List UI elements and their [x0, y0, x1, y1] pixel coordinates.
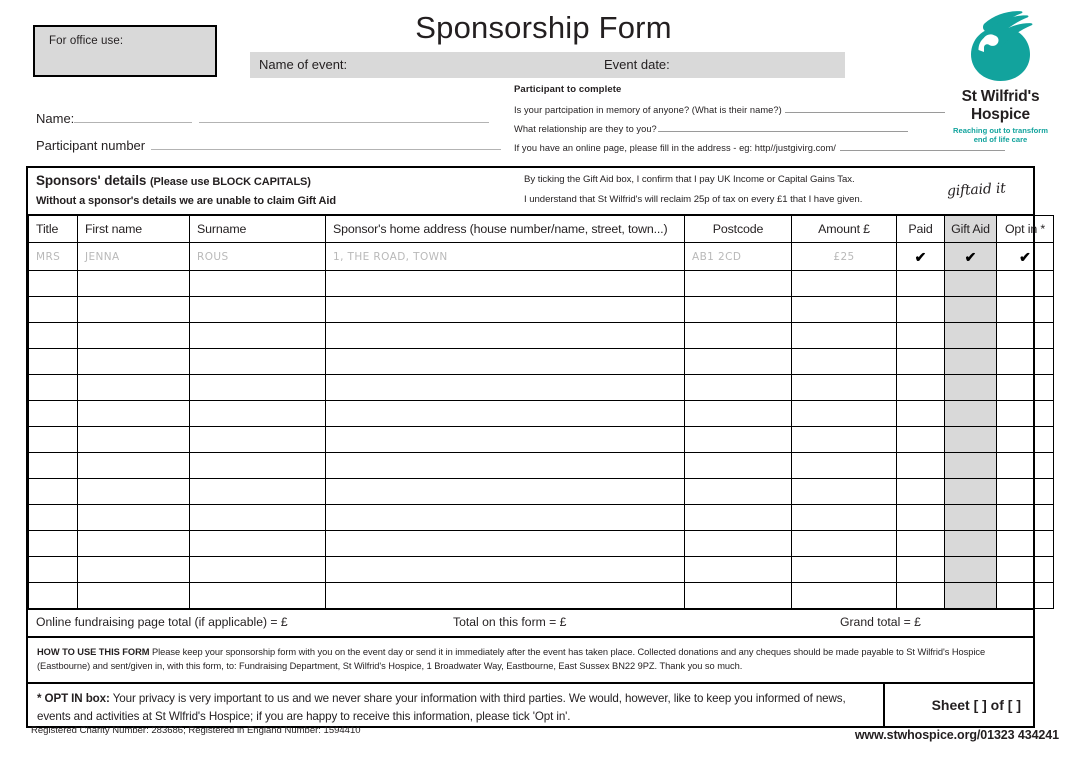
participant-number-label: Participant number [36, 138, 146, 153]
table-row[interactable] [29, 271, 1054, 297]
opt-in-text [37, 690, 867, 727]
sample-amount: £25 [833, 250, 855, 263]
hand-bird-logo-icon [938, 8, 1063, 82]
participant-number-input-line[interactable] [151, 137, 501, 150]
cell-opt-in[interactable] [997, 401, 1054, 427]
cell-opt-in[interactable] [997, 583, 1054, 609]
form-total-label[interactable]: Total on this form = £ [453, 615, 567, 629]
cell-first-name[interactable] [78, 349, 190, 375]
cell-gift-aid[interactable] [945, 271, 997, 297]
cell-paid[interactable] [897, 427, 945, 453]
cell-paid[interactable] [897, 479, 945, 505]
cell-amount[interactable] [792, 453, 897, 479]
cell-amount[interactable] [792, 401, 897, 427]
cell-amount[interactable] [792, 505, 897, 531]
cell-gift-aid[interactable] [945, 453, 997, 479]
page-title: Sponsorship Form [415, 10, 672, 45]
participant-heading: Participant to complete [514, 84, 622, 95]
table-row[interactable] [29, 323, 1054, 349]
giftaid-it-stamp [935, 171, 1017, 209]
cell-first-name[interactable] [78, 243, 190, 271]
cell-surname[interactable] [190, 583, 326, 609]
cell-amount[interactable] [792, 583, 897, 609]
cell-address[interactable] [326, 271, 685, 297]
cell-amount[interactable] [792, 479, 897, 505]
gift-aid-check-icon: ✔ [964, 248, 977, 265]
cell-postcode[interactable] [685, 323, 792, 349]
cell-opt-in[interactable] [997, 323, 1054, 349]
table-row[interactable] [29, 297, 1054, 323]
cell-address[interactable] [326, 297, 685, 323]
participant-section [514, 84, 944, 160]
cell-amount[interactable] [792, 271, 897, 297]
column-header-title: Title [29, 216, 78, 243]
sponsors-title-text: Sponsors' details [36, 173, 147, 188]
cell-surname[interactable] [190, 427, 326, 453]
cell-gift-aid[interactable] [945, 349, 997, 375]
table-row[interactable] [29, 583, 1054, 609]
participant-online-page-label: If you have an online page, please fill in the address - eg: http//justgivirg.com/ [514, 143, 836, 153]
participant-number-row [36, 137, 506, 153]
cell-first-name[interactable] [78, 583, 190, 609]
cell-surname[interactable] [190, 557, 326, 583]
cell-postcode[interactable] [685, 243, 792, 271]
cell-first-name[interactable] [78, 557, 190, 583]
event-info-bar [250, 52, 845, 78]
cell-postcode[interactable] [685, 479, 792, 505]
name-input-line-2[interactable] [199, 110, 489, 123]
cell-title[interactable] [29, 453, 78, 479]
cell-amount[interactable] [792, 323, 897, 349]
giftaid-declaration-line1: By ticking the Gift Aid box, I confirm that I pay UK Income or Capital Gains Tax. [524, 174, 855, 185]
cell-gift-aid[interactable] [945, 243, 997, 271]
cell-opt-in[interactable] [997, 375, 1054, 401]
cell-surname[interactable] [190, 375, 326, 401]
how-to-use-heading: HOW TO USE THIS FORM [37, 647, 150, 657]
cell-gift-aid[interactable] [945, 531, 997, 557]
cell-address[interactable] [326, 243, 685, 271]
cell-opt-in[interactable] [997, 479, 1054, 505]
event-date-label: Event date: [604, 57, 670, 72]
cell-first-name[interactable] [78, 323, 190, 349]
cell-paid[interactable] [897, 297, 945, 323]
table-row[interactable] [29, 505, 1054, 531]
cell-first-name[interactable] [78, 531, 190, 557]
cell-title[interactable] [29, 479, 78, 505]
sample-postcode: AB1 2CD [692, 250, 742, 263]
cell-title[interactable] [29, 271, 78, 297]
sponsors-details-header [28, 168, 1033, 215]
cell-title[interactable] [29, 531, 78, 557]
cell-postcode[interactable] [685, 401, 792, 427]
online-fundraising-total-label[interactable]: Online fundraising page total (if applicable) = £ [36, 615, 288, 629]
cell-gift-aid[interactable] [945, 375, 997, 401]
cell-opt-in[interactable] [997, 243, 1054, 271]
cell-postcode[interactable] [685, 349, 792, 375]
cell-postcode[interactable] [685, 505, 792, 531]
cell-surname[interactable] [190, 453, 326, 479]
cell-surname[interactable] [190, 479, 326, 505]
cell-amount[interactable] [792, 375, 897, 401]
sponsors-details-title [36, 173, 311, 188]
cell-opt-in[interactable] [997, 271, 1054, 297]
totals-row [28, 609, 1033, 638]
cell-opt-in[interactable] [997, 557, 1054, 583]
footer-registration: Registered Charity Number: 283686; Registered in England Number: 1594410 [31, 725, 361, 736]
logo-tagline-line1: Reaching out to transform [953, 126, 1048, 135]
cell-surname[interactable] [190, 243, 326, 271]
cell-gift-aid[interactable] [945, 297, 997, 323]
cell-address[interactable] [326, 401, 685, 427]
sponsors-table [28, 215, 1054, 609]
cell-paid[interactable] [897, 323, 945, 349]
table-header-row [29, 216, 1054, 243]
cell-paid[interactable] [897, 349, 945, 375]
opt-in-section [28, 684, 1033, 726]
cell-title[interactable] [29, 375, 78, 401]
cell-amount[interactable] [792, 557, 897, 583]
cell-opt-in[interactable] [997, 531, 1054, 557]
cell-postcode[interactable] [685, 375, 792, 401]
sample-surname: ROUS [197, 250, 229, 263]
opt-in-label: * OPT IN box: [37, 691, 110, 705]
cell-address[interactable] [326, 505, 685, 531]
column-header-address: Sponsor's home address (house number/name, street, town...) [326, 216, 685, 243]
cell-paid[interactable] [897, 243, 945, 271]
cell-address[interactable] [326, 323, 685, 349]
cell-title[interactable] [29, 243, 78, 271]
name-field-row [36, 110, 506, 126]
cell-first-name[interactable] [78, 427, 190, 453]
cell-postcode[interactable] [685, 583, 792, 609]
cell-surname[interactable] [190, 531, 326, 557]
cell-paid[interactable] [897, 375, 945, 401]
cell-first-name[interactable] [78, 375, 190, 401]
column-header-opt-in: Opt in * [997, 216, 1054, 243]
participant-relationship-input-line[interactable] [658, 122, 908, 132]
giftaid-declaration-line2: I understand that St Wilfrid's will reclaim 25p of tax on every £1 that I have given. [524, 194, 863, 205]
logo-name: St Wilfrid's Hospice [961, 88, 1040, 123]
hospice-logo [938, 8, 1063, 145]
cell-title[interactable] [29, 349, 78, 375]
name-input-line-1[interactable] [74, 110, 192, 123]
cell-surname[interactable] [190, 505, 326, 531]
column-header-amount: Amount £ [792, 216, 897, 243]
cell-postcode[interactable] [685, 557, 792, 583]
cell-paid[interactable] [897, 557, 945, 583]
cell-gift-aid[interactable] [945, 479, 997, 505]
table-row[interactable] [29, 531, 1054, 557]
sheet-number-box[interactable] [883, 684, 1033, 726]
column-header-gift-aid: Gift Aid [945, 216, 997, 243]
cell-opt-in[interactable] [997, 453, 1054, 479]
cell-paid[interactable] [897, 531, 945, 557]
cell-first-name[interactable] [78, 505, 190, 531]
footer-contact[interactable]: www.stwhospice.org/01323 434241 [854, 728, 1059, 742]
cell-title[interactable] [29, 401, 78, 427]
cell-amount[interactable] [792, 427, 897, 453]
cell-amount[interactable] [792, 349, 897, 375]
table-row[interactable] [29, 349, 1054, 375]
cell-paid[interactable] [897, 271, 945, 297]
table-row[interactable] [29, 479, 1054, 505]
table-row[interactable] [29, 557, 1054, 583]
paid-check-icon: ✔ [914, 248, 927, 265]
participant-memory-label: Is your partcipation in memory of anyone? (What is their name?) [514, 105, 782, 115]
cell-gift-aid[interactable] [945, 583, 997, 609]
cell-first-name[interactable] [78, 453, 190, 479]
how-to-use-body: Please keep your sponsorship form with you on the event day or send it in immediately after the event has taken place. Collected donations and any cheques should be made payable to St Wilfrid's Hospice (Eastbourne) and sent/given in, with this form, to: Fundraising Department, St Wilfrid's Hospice, 1 Broadwater Way, Eastbourne, East Sussex BN22 9PZ. Thank you so much. [37, 647, 986, 672]
column-header-paid: Paid [897, 216, 945, 243]
sponsors-title-note: (Please use BLOCK CAPITALS) [149, 176, 311, 188]
cell-address[interactable] [326, 349, 685, 375]
name-label: Name: [36, 111, 75, 126]
cell-amount[interactable] [792, 243, 897, 271]
cell-postcode[interactable] [685, 453, 792, 479]
column-header-surname: Surname [190, 216, 326, 243]
table-row-sample[interactable] [29, 243, 1054, 271]
cell-opt-in[interactable] [997, 349, 1054, 375]
cell-address[interactable] [326, 453, 685, 479]
giftaid-stamp-text: giftaid it [946, 180, 1006, 200]
cell-opt-in[interactable] [997, 297, 1054, 323]
cell-first-name[interactable] [78, 401, 190, 427]
cell-address[interactable] [326, 531, 685, 557]
cell-opt-in[interactable] [997, 427, 1054, 453]
cell-postcode[interactable] [685, 427, 792, 453]
column-header-first-name: First name [78, 216, 190, 243]
cell-paid[interactable] [897, 401, 945, 427]
cell-address[interactable] [326, 583, 685, 609]
cell-paid[interactable] [897, 453, 945, 479]
table-row[interactable] [29, 401, 1054, 427]
sheet-number-label: Sheet [ ] of [ ] [931, 696, 1021, 713]
table-row[interactable] [29, 427, 1054, 453]
cell-title[interactable] [29, 583, 78, 609]
sample-address: 1, THE ROAD, TOWN [333, 250, 448, 263]
column-header-postcode: Postcode [685, 216, 792, 243]
logo-tagline [938, 126, 1063, 145]
grand-total-label[interactable]: Grand total = £ [840, 615, 921, 629]
cell-gift-aid[interactable] [945, 427, 997, 453]
cell-gift-aid[interactable] [945, 401, 997, 427]
cell-postcode[interactable] [685, 271, 792, 297]
cell-first-name[interactable] [78, 479, 190, 505]
table-row[interactable] [29, 375, 1054, 401]
cell-title[interactable] [29, 557, 78, 583]
cell-surname[interactable] [190, 297, 326, 323]
cell-gift-aid[interactable] [945, 557, 997, 583]
cell-gift-aid[interactable] [945, 323, 997, 349]
table-body [29, 243, 1054, 609]
cell-title[interactable] [29, 297, 78, 323]
cell-gift-aid[interactable] [945, 505, 997, 531]
cell-title[interactable] [29, 505, 78, 531]
sample-first-name: JENNA [85, 250, 120, 263]
cell-title[interactable] [29, 323, 78, 349]
cell-address[interactable] [326, 375, 685, 401]
cell-surname[interactable] [190, 271, 326, 297]
opt-in-check-icon: ✔ [1019, 248, 1031, 265]
cell-title[interactable] [29, 427, 78, 453]
participant-online-page-row [514, 141, 944, 153]
cell-address[interactable] [326, 427, 685, 453]
sponsors-sheet [26, 166, 1046, 728]
cell-amount[interactable] [792, 297, 897, 323]
cell-surname[interactable] [190, 349, 326, 375]
cell-postcode[interactable] [685, 297, 792, 323]
cell-postcode[interactable] [685, 531, 792, 557]
cell-first-name[interactable] [78, 271, 190, 297]
sponsors-details-subtitle: Without a sponsor's details we are unable to claim Gift Aid [36, 195, 336, 207]
cell-surname[interactable] [190, 401, 326, 427]
cell-paid[interactable] [897, 583, 945, 609]
opt-in-body: Your privacy is very important to us and we never share your information with third parties. We would, however, like to keep you informed of news, events and activities at St Wlfrid's Hospice; if you are happy to receive this information, please tick 'Opt in'. [37, 691, 846, 724]
event-name-label: Name of event: [259, 57, 348, 72]
participant-memory-input-line[interactable] [785, 103, 945, 113]
participant-memory-row [514, 103, 944, 115]
cell-surname[interactable] [190, 323, 326, 349]
cell-opt-in[interactable] [997, 505, 1054, 531]
table-row[interactable] [29, 453, 1054, 479]
how-to-use-section [28, 638, 1033, 684]
logo-tagline-line2: end of life care [973, 135, 1028, 145]
cell-amount[interactable] [792, 531, 897, 557]
cell-first-name[interactable] [78, 297, 190, 323]
cell-paid[interactable] [897, 505, 945, 531]
cell-address[interactable] [326, 557, 685, 583]
participant-relationship-label: What relationship are they to you? [514, 124, 657, 134]
cell-address[interactable] [326, 479, 685, 505]
office-use-label: For office use: [49, 35, 124, 47]
sample-title: MRS [36, 250, 61, 263]
participant-relationship-row [514, 122, 944, 134]
